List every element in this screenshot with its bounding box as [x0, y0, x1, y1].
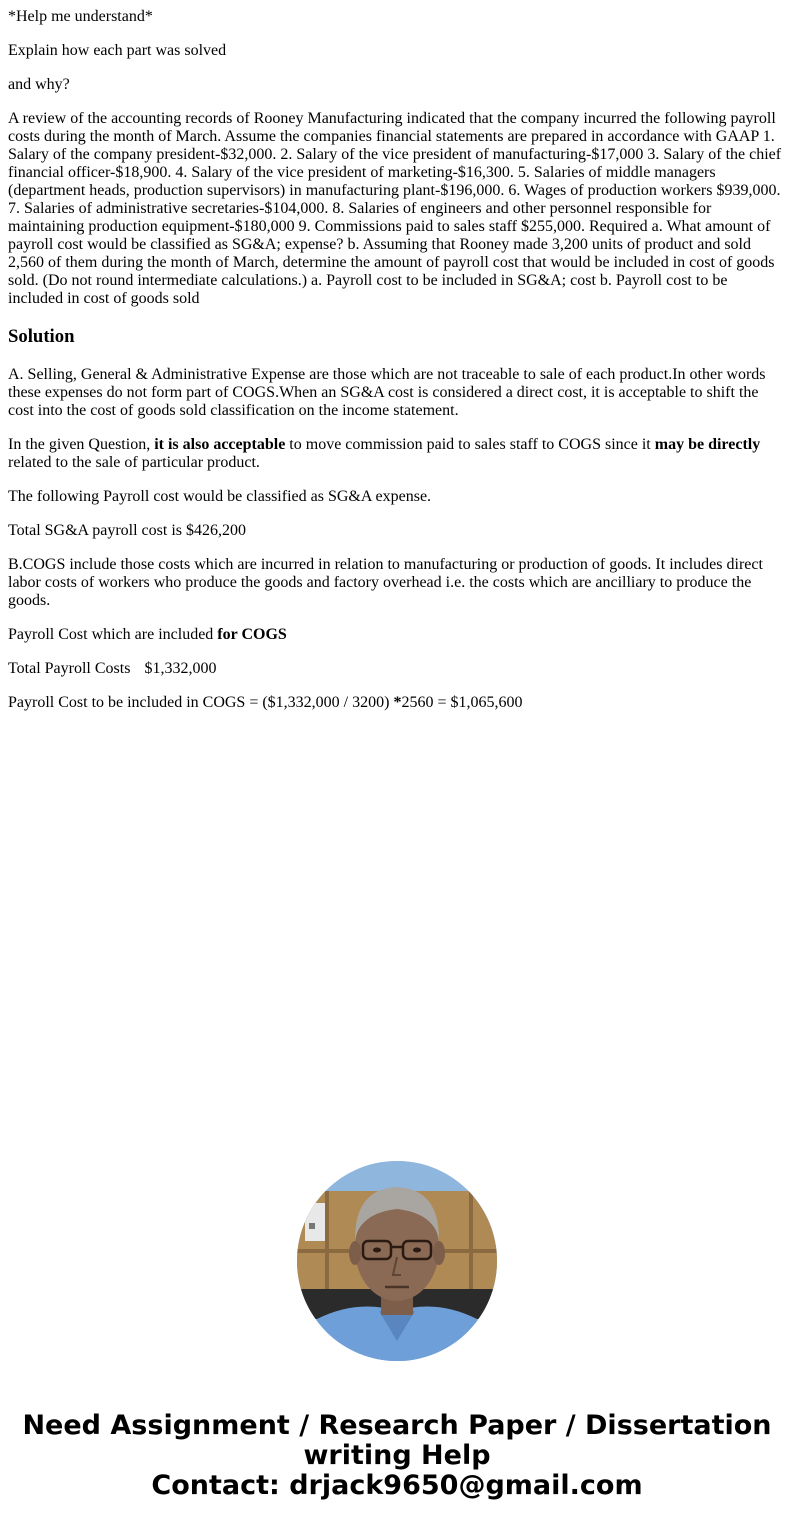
commission-note-emphasis-2: may be directly — [654, 436, 761, 453]
commission-note-emphasis-1: it is also acceptable — [154, 436, 286, 453]
cogs-included-emphasis: for COGS — [217, 626, 287, 643]
why-request-line: and why? — [8, 76, 70, 93]
help-request-line: *Help me understand* — [8, 8, 153, 25]
part-a-explanation: A. Selling, General & Administrative Expense are those which are not traceable to sale of each product.In other words these expenses do not form part of COGS.When an SG&A cost is considered a direct cost, it is acceptable to shift the cost into the cost of goods sold classification on the income statement. — [8, 366, 766, 419]
commission-note — [8, 436, 786, 472]
cogs-formula-multiply: * — [393, 694, 402, 711]
commission-note-text: related to the sale of particular product. — [8, 454, 260, 471]
banner-contact-email: Contact: drjack9650@gmail.com — [151, 1470, 643, 1501]
explain-request-line: Explain how each part was solved — [8, 42, 227, 59]
commission-note-text: In the given Question, — [8, 436, 155, 453]
cogs-formula-result: 2560 = $1,065,600 — [401, 694, 523, 711]
cogs-included-line — [8, 626, 786, 644]
total-payroll-value: $1,332,000 — [144, 660, 217, 677]
commission-note-text: to move commission paid to sales staff to COGS since it — [285, 436, 655, 453]
person-portrait-icon — [297, 1161, 497, 1361]
document-body — [0, 8, 794, 712]
problem-statement: A review of the accounting records of Rooney Manufacturing indicated that the company incurred the following payroll costs during the month of March. Assume the companies financial statements are prepared in accordance with GAAP 1. Salary of the company president-$32,000. 2. Salary of the vice president of manufacturing-$17,000 3. Salary of the chief financial officer-$18,900. 4. Salary of the vice president of marketing-$16,300. 5. Salaries of middle managers (department heads, production supervisors) in manufacturing plant-$196,000. 6. Wages of production workers $939,000. 7. Salaries of administrative secretaries-$104,000. 8. Salaries of engineers and other personnel responsible for maintaining production equipment-$180,000 9. Commissions paid to sales staff $255,000. Required a. What amount of payroll cost would be classified as SG&A; expense? b. Assuming that Rooney made 3,200 units of product and sold 2,560 of them during the month of March, determine the amount of payroll cost that would be included in cost of goods sold. (Do not round intermediate calculations.) a. Payroll cost to be included in SG&A; cost b. Payroll cost to be included in cost of goods sold — [8, 110, 782, 307]
banner-line-1: Need Assignment / Research Paper / Dissertation — [22, 1410, 772, 1441]
cogs-formula-line — [8, 694, 786, 712]
solution-heading: Solution — [8, 326, 75, 347]
contact-banner — [0, 1411, 794, 1501]
sga-total-line: Total SG&A payroll cost is $426,200 — [8, 522, 246, 539]
banner-line-2: writing Help — [303, 1440, 491, 1471]
cogs-formula-text: Payroll Cost to be included in COGS = ($1,332,000 / 3200) — [8, 694, 394, 711]
cogs-included-text: Payroll Cost which are included — [8, 626, 218, 643]
author-avatar — [297, 1161, 497, 1361]
sga-classification-line: The following Payroll cost would be classified as SG&A expense. — [8, 488, 432, 505]
total-payroll-line — [8, 660, 786, 678]
part-b-explanation: B.COGS include those costs which are incurred in relation to manufacturing or production of goods. It includes direct labor costs of workers who produce the goods and factory overhead i.e. the costs which are ancilliary to produce the goods. — [8, 556, 763, 609]
total-payroll-label: Total Payroll Costs — [8, 660, 131, 677]
